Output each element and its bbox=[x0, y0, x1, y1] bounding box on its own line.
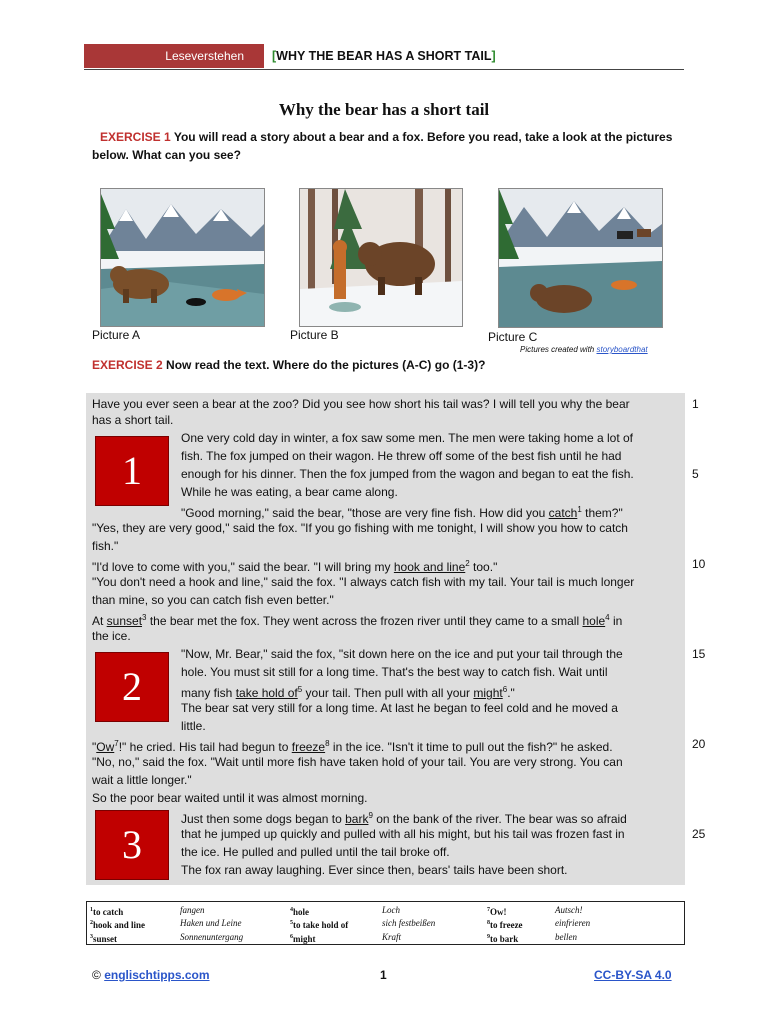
story-line: "I'd love to come with you," said the bear. "I will bring my hook and line$^2$ too." bbox=[92, 559, 498, 574]
story-line: enough for his dinner. Then the fox jumped from the wagon and began to eat the fish. bbox=[181, 467, 634, 481]
story-line: the ice. He pulled and pulled until the tail broke off. bbox=[181, 845, 450, 859]
page-title: Why the bear has a short tail bbox=[278, 100, 490, 119]
story-line: "You don't need a hook and line," said the fox. "I always catch fish with my tail. Your tail is much longer bbox=[92, 575, 635, 589]
glossary-term: $^6$might bbox=[290, 934, 316, 944]
answer-box-3: 3 bbox=[95, 810, 169, 880]
story-line: the ice. bbox=[92, 629, 131, 643]
glossary-translation: bellen bbox=[555, 932, 577, 942]
header-section-label: Leseverstehen bbox=[84, 44, 264, 68]
glossary-term: $^9$to bark bbox=[487, 934, 519, 944]
story-line: fish." bbox=[92, 539, 119, 553]
picture-a-image bbox=[100, 188, 265, 327]
story-line: little. bbox=[181, 719, 206, 733]
bracket-open: [ bbox=[272, 49, 277, 63]
exercise-2-text: Now read the text. Where do the pictures (A-C) go (1-3)? bbox=[166, 358, 486, 372]
line-number: 5 bbox=[692, 467, 699, 481]
answer-box-2: 2 bbox=[95, 652, 169, 722]
footer-license bbox=[594, 968, 672, 982]
picture-c-image bbox=[498, 188, 663, 328]
exercise-2 bbox=[92, 358, 485, 372]
page-number: 1 bbox=[380, 968, 387, 982]
story-line: While he was eating, a bear came along. bbox=[181, 485, 398, 499]
story-line: Just then some dogs began to bark$^9$ on the bank of the river. The bear was so afraid bbox=[181, 811, 627, 826]
glossary-translation: Autsch! bbox=[555, 905, 583, 915]
story-line: Have you ever seen a bear at the zoo? Did you see how short his tail was? I will tell you why the bear bbox=[92, 397, 630, 411]
picture-c-caption: Picture C bbox=[488, 330, 538, 344]
footer-site bbox=[92, 968, 210, 982]
story-line: than mine, so you can catch fish even better." bbox=[92, 593, 334, 607]
glossary-translation: Haken und Leine bbox=[180, 918, 242, 928]
bracket-close: ] bbox=[491, 49, 496, 63]
glossary-translation: Loch bbox=[382, 905, 400, 915]
story-line: "Ow$^7$!" he cried. His tail had begun to freeze$^8$ in the ice. "Isn't it time to pull out the fish?" he asked. bbox=[92, 739, 613, 754]
glossary-term: $^5$to take hold of bbox=[290, 920, 349, 930]
story-line: At sunset$^3$ the bear met the fox. They went across the frozen river until they came to a small hole$^4$ in bbox=[92, 613, 623, 628]
story-line: One very cold day in winter, a fox saw some men. The men were taking home a lot of bbox=[181, 431, 633, 445]
picture-a-caption: Picture A bbox=[92, 328, 141, 342]
exercise-2-label: EXERCISE 2 bbox=[92, 358, 163, 372]
picture-b-caption: Picture B bbox=[290, 328, 339, 342]
exercise-1-text-a: You will read a story about a bear and a fox. Before you read, take a look at the pictures bbox=[173, 130, 673, 144]
story-line: wait a little longer." bbox=[92, 773, 192, 787]
glossary-translation: Kraft bbox=[382, 932, 402, 942]
story-line: that he jumped up quickly and pulled with all his might, but his tail was frozen fast in bbox=[181, 827, 625, 841]
story-line: has a short tail. bbox=[92, 413, 174, 427]
story-line: many fish take hold $of^5$ your tail. Then pull with all your might$^6$." bbox=[181, 685, 515, 700]
glossary-translation: einfrieren bbox=[555, 918, 591, 928]
header-title bbox=[272, 44, 496, 68]
glossary-term: $^8$to freeze bbox=[487, 920, 523, 930]
header-divider bbox=[84, 69, 684, 70]
glossary-term: $^7$Ow! bbox=[487, 907, 507, 917]
image-credit bbox=[520, 345, 648, 354]
line-number: 20 bbox=[692, 737, 706, 751]
glossary-translation: Sonnenuntergang bbox=[180, 932, 244, 942]
copyright-symbol: © bbox=[92, 968, 101, 982]
story-line: "Yes, they are very good," said the fox. "If you go fishing with me tonight, I will show you how to catch bbox=[92, 521, 628, 535]
glossary-translation: fangen bbox=[180, 905, 205, 915]
exercise-1-label: EXERCISE 1 bbox=[100, 130, 171, 144]
glossary-term: $^3$sunset bbox=[90, 934, 118, 944]
answer-box-1: 1 bbox=[95, 436, 169, 506]
line-number: 1 bbox=[692, 397, 699, 411]
story-line: So the poor bear waited until it was almost morning. bbox=[92, 791, 368, 805]
story-line: The bear sat very still for a long time. At last he began to feel cold and he moved a bbox=[181, 701, 618, 715]
exercise-1 bbox=[92, 128, 692, 164]
header-title-text: WHY THE BEAR HAS A SHORT TAIL bbox=[276, 49, 492, 63]
story-line: "No, no," said the fox. "Wait until more fish have taken hold of your tail. You are very strong. You can bbox=[92, 755, 623, 769]
exercise-1-text-b: below. What can you see? bbox=[92, 148, 241, 162]
license-link[interactable]: CC-BY-SA 4.0 bbox=[594, 968, 672, 982]
story-line: fish. The fox jumped on their wagon. He threw off some of the best fish until he had bbox=[181, 449, 622, 463]
line-number: 10 bbox=[692, 557, 706, 571]
story-line: "Now, Mr. Bear," said the fox, "sit down here on the ice and put your tail through the bbox=[181, 647, 623, 661]
glossary-term: $^4$hole bbox=[290, 907, 310, 917]
glossary-term: $^2$hook and line bbox=[90, 920, 146, 930]
story-line: hole. You must sit still for a long time. That's the best way to catch fish. Wait until bbox=[181, 665, 608, 679]
picture-b-image bbox=[299, 188, 463, 327]
glossary-table bbox=[86, 901, 685, 945]
glossary-translation: sich festbeißen bbox=[382, 918, 436, 928]
story-line: The fox ran away laughing. Ever since then, bears' tails have been short. bbox=[181, 863, 568, 877]
story-line: "Good morning," said the bear, "those are very fine fish. How did you catch$^1$ them?" bbox=[181, 505, 623, 520]
line-number: 15 bbox=[692, 647, 706, 661]
credit-text: Pictures created with bbox=[520, 345, 595, 354]
storyboardthat-link[interactable]: storyboardthat bbox=[596, 345, 648, 354]
line-number: 25 bbox=[692, 827, 706, 841]
site-link[interactable]: englischtipps.com bbox=[104, 968, 210, 982]
glossary-term: $^1$to catch bbox=[90, 907, 124, 917]
